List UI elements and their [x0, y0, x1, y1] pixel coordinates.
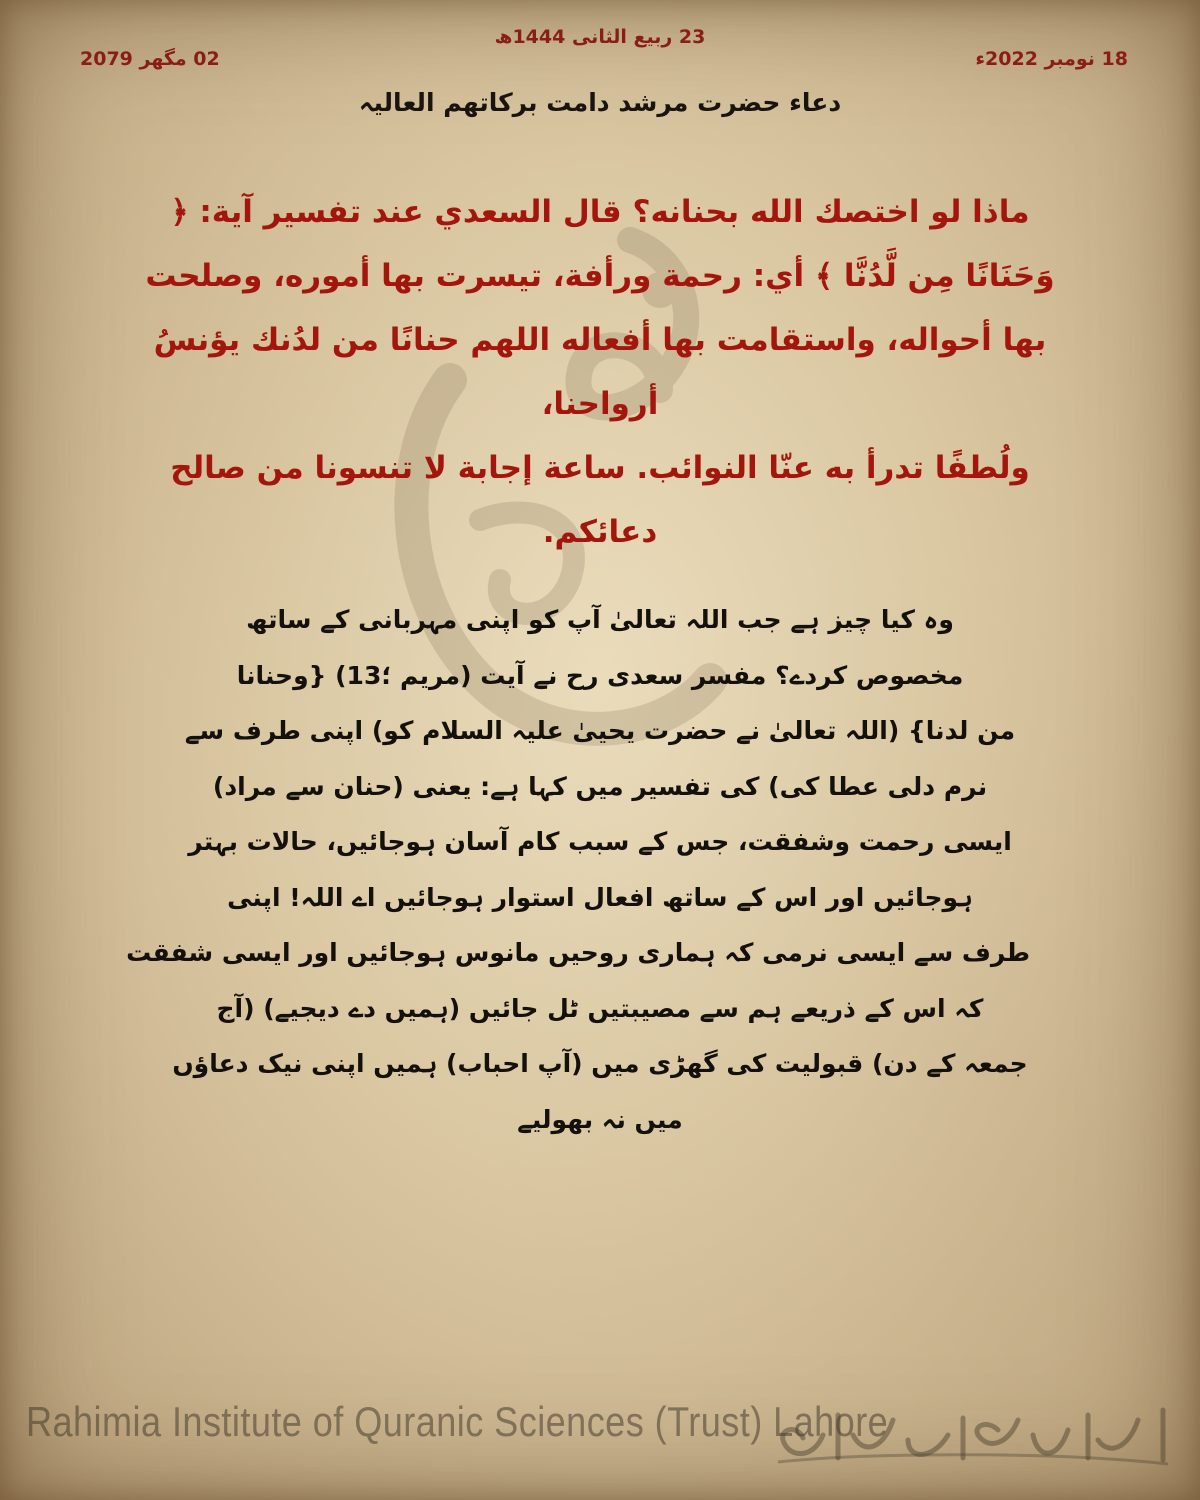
- arabic-line: دعائكم.: [542, 514, 658, 550]
- urdu-line: ہوجائیں اور اس کے ساتھ افعال استوار ہوجائیں اے اللہ! اپنی: [227, 882, 973, 912]
- page-title: دعاء حضرت مرشد دامت برکاتھم العالیہ: [358, 88, 842, 117]
- urdu-translation: [126, 592, 1030, 1147]
- arabic-line: ولُطفًا تدرأ به عنّا النوائب. ساعة إجابة لا تنسونا من صالح: [170, 450, 1030, 486]
- arabic-line: ماذا لو اختصك الله بحنانه؟ قال السعدي عند تفسير آية: ﴿: [170, 194, 1030, 230]
- urdu-line: مخصوص کردے؟ مفسر سعدی رح نے آیت (مریم ؛13) {وحنانا: [236, 660, 964, 690]
- urdu-line: من لدنا} (اللہ تعالیٰ نے حضرت یحییٰ علیہ السلام کو) اپنی طرف سے: [184, 716, 1016, 745]
- institute-name-english: Rahimia Institute of Quranic Sciences (Trust) Lahore: [26, 1398, 889, 1445]
- urdu-line: وہ کیا چیز ہے جب اللہ تعالیٰ آپ کو اپنی مہربانی کے ساتھ: [246, 605, 954, 634]
- urdu-line: طرف سے ایسی نرمی کہ ہماری روحیں مانوس ہوجائیں اور ایسی شفقت: [126, 938, 1030, 967]
- date-bikrami: 02 مگھر 2079: [80, 48, 220, 70]
- arabic-quote: [110, 180, 1090, 564]
- arabic-line: بها أحواله، واستقامت بها أفعاله اللهم حنانًا من لدُنك يؤنسُ أرواحنا،: [153, 322, 1047, 422]
- urdu-line: جمعہ کے دن) قبولیت کی گھڑی میں (آپ احباب) ہمیں اپنی نیک دعاؤں: [172, 1049, 1028, 1078]
- institute-calligraphy-logo: [758, 1390, 1178, 1470]
- urdu-line: کہ اس کے ذریعے ہم سے مصیبتیں ٹل جائیں (ہمیں دے دیجیے) (آج: [216, 993, 984, 1023]
- urdu-line: ایسی رحمت وشفقت، جس کے سبب کام آسان ہوجائیں، حالات بہتر: [188, 827, 1012, 856]
- urdu-line: نرم دلی عطا کی) کی تفسیر میں کہا ہے: یعنی (حنان سے مراد): [212, 771, 988, 801]
- date-hijri: 23 ربیع الثانی 1444ھ: [494, 26, 706, 48]
- urdu-line: میں نہ بھولیے: [517, 1104, 683, 1134]
- arabic-line: وَحَنَانًا مِن لَّدُنَّا ﴾ أي: رحمة ورأفة، تيسرت بها أموره، وصلحت: [145, 258, 1055, 294]
- date-gregorian: 18 نومبر 2022ء: [975, 48, 1128, 70]
